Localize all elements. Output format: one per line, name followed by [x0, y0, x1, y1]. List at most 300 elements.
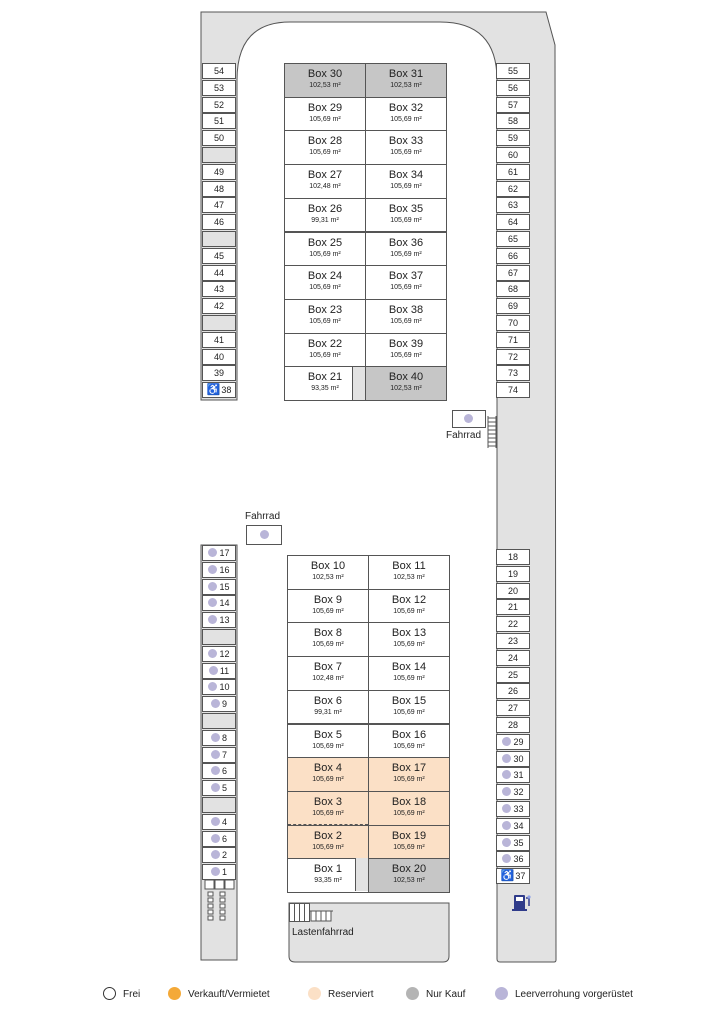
garage-box[interactable] — [287, 724, 369, 759]
garage-box[interactable] — [365, 164, 447, 199]
garage-box-name: Box 10 — [310, 560, 346, 572]
parking-stall-number: 6 — [221, 833, 227, 844]
parking-stall-number: 29 — [513, 736, 524, 747]
garage-box-name: Box 6 — [313, 694, 343, 707]
parking-stall — [496, 332, 530, 348]
garage-box-area: 105,69 m² — [312, 809, 344, 817]
garage-box-name: Box 39 — [388, 337, 424, 350]
garage-box[interactable] — [368, 858, 450, 893]
parking-stall — [202, 847, 236, 863]
parking-stall-number: 38 — [221, 385, 232, 396]
garage-box[interactable] — [365, 97, 447, 132]
box-1-side-strip — [355, 858, 368, 891]
parking-stall-number: 25 — [507, 669, 518, 680]
charging-dot-icon — [502, 770, 511, 779]
parking-stall-number: 16 — [219, 564, 230, 575]
parking-stall-number: 13 — [219, 615, 230, 626]
garage-box[interactable] — [368, 690, 450, 725]
garage-box-area: 105,69 m² — [309, 317, 341, 325]
garage-box[interactable] — [365, 265, 447, 300]
wheelchair-icon: ♿ — [206, 384, 221, 397]
parking-stall-number: 23 — [507, 636, 518, 646]
parking-stall-number: 18 — [507, 552, 518, 562]
charging-dot-icon — [260, 530, 269, 539]
parking-stall-number: 27 — [507, 703, 518, 714]
parking-stall-number: 33 — [513, 804, 524, 814]
parking-stall-number: 49 — [213, 166, 224, 177]
garage-box-area: 102,53 m² — [393, 574, 425, 581]
parking-stall — [496, 700, 530, 716]
parking-stall — [202, 349, 236, 365]
garage-box[interactable] — [368, 724, 450, 759]
garage-box-name: Box 31 — [388, 68, 424, 80]
garage-box[interactable] — [368, 589, 450, 624]
parking-stall — [496, 349, 530, 365]
charging-dot-icon — [502, 754, 511, 763]
garage-box[interactable] — [365, 63, 447, 98]
parking-stall-number: 71 — [507, 334, 518, 345]
parking-stall-number: 64 — [507, 217, 518, 228]
garage-box-area: 105,69 m² — [309, 149, 341, 157]
garage-box[interactable] — [368, 791, 450, 826]
parking-stall — [496, 315, 530, 331]
garage-box[interactable] — [287, 690, 369, 725]
parking-stall-empty — [202, 797, 236, 813]
garage-box-area: 105,69 m² — [312, 742, 344, 750]
garage-box-area: 105,69 m² — [393, 809, 425, 817]
garage-box-name: Box 4 — [313, 762, 343, 775]
parking-stall-number: 40 — [213, 351, 224, 362]
parking-stall — [496, 599, 530, 615]
parking-stall — [202, 248, 236, 264]
parking-stall-number: 55 — [507, 66, 518, 76]
parking-stall-number: 22 — [507, 619, 518, 630]
parking-stall-number: 9 — [221, 699, 227, 710]
parking-stall-number: 12 — [219, 648, 230, 659]
parking-stall-number: 42 — [213, 301, 224, 312]
parking-stall — [496, 616, 530, 632]
parking-stall-number: 58 — [507, 116, 518, 127]
parking-stall — [496, 265, 530, 281]
garage-box-name: Box 21 — [307, 371, 343, 384]
fahrrad-label-right: Fahrrad — [446, 430, 482, 441]
parking-stall-number: 62 — [507, 183, 518, 194]
garage-box-area: 102,53 m² — [390, 385, 422, 393]
parking-stall — [496, 181, 530, 197]
parking-stall-number: 20 — [507, 585, 518, 596]
parking-stall-number: 48 — [213, 183, 224, 194]
garage-box[interactable] — [368, 825, 450, 860]
parking-stall-number: 35 — [513, 837, 524, 848]
parking-stall-number: 15 — [219, 581, 230, 592]
garage-box-area: 105,69 m² — [390, 149, 422, 157]
garage-box[interactable] — [284, 198, 366, 233]
parking-stall-number: 60 — [507, 150, 518, 160]
garage-box-name: Box 19 — [391, 829, 427, 842]
parking-stall-empty — [202, 713, 236, 729]
parking-stall — [496, 583, 530, 599]
fahrrad-label-left: Fahrrad — [245, 511, 281, 522]
garage-box[interactable] — [287, 825, 369, 860]
parking-stall-number: 26 — [507, 686, 518, 697]
parking-stall — [202, 579, 236, 595]
parking-stall-number: 10 — [219, 682, 230, 693]
parking-stall-number: 11 — [219, 665, 230, 676]
parking-stall — [496, 751, 530, 767]
garage-box-area: 99,31 m² — [314, 708, 342, 716]
garage-box[interactable] — [284, 130, 366, 165]
charging-dot-icon — [211, 817, 220, 826]
parking-stall — [496, 97, 530, 113]
parking-stall-number: 46 — [213, 217, 224, 228]
garage-box-area: 105,69 m² — [393, 776, 425, 784]
parking-stall-number: 68 — [507, 284, 518, 295]
garage-box-name: Box 12 — [391, 593, 427, 606]
parking-stall-number: 37 — [515, 871, 526, 882]
box-21-side-strip — [352, 367, 365, 400]
parking-stall — [202, 780, 236, 796]
garage-box-area: 105,69 m² — [309, 284, 341, 292]
parking-stall-number: 31 — [513, 770, 524, 781]
garage-box[interactable] — [368, 622, 450, 657]
parking-stall — [496, 717, 530, 733]
garage-box-name: Box 22 — [307, 337, 343, 350]
garage-box[interactable] — [284, 232, 366, 267]
garage-box-name: Box 9 — [313, 593, 343, 606]
charging-dot-icon — [211, 766, 220, 775]
parking-stall — [496, 566, 530, 582]
parking-stall — [496, 248, 530, 264]
parking-stall-number: 66 — [507, 250, 518, 261]
garage-box[interactable] — [368, 656, 450, 691]
garage-box[interactable] — [287, 589, 369, 624]
parking-stall-number: 70 — [507, 318, 518, 328]
charging-dot-icon — [502, 821, 511, 830]
garage-box-name: Box 18 — [391, 795, 427, 808]
parking-stall-number: 73 — [507, 368, 518, 379]
garage-box[interactable] — [287, 656, 369, 691]
parking-stall — [202, 298, 236, 314]
parking-stall — [496, 633, 530, 649]
garage-box[interactable] — [368, 555, 450, 590]
garage-box[interactable] — [368, 757, 450, 792]
garage-box[interactable] — [365, 299, 447, 334]
parking-stall-number: 59 — [507, 133, 518, 144]
parking-stall — [496, 298, 530, 314]
garage-box-name: Box 40 — [388, 371, 424, 384]
parking-stall-number: 52 — [213, 99, 224, 110]
garage-box-name: Box 11 — [392, 560, 426, 572]
parking-stall — [202, 562, 236, 578]
parking-stall — [496, 767, 530, 783]
charging-dot-icon — [502, 787, 511, 796]
parking-stall-empty — [202, 629, 236, 645]
parking-stall — [202, 663, 236, 679]
parking-stall — [202, 181, 236, 197]
parking-stall-number: 50 — [213, 133, 224, 144]
garage-box[interactable] — [287, 791, 369, 826]
parking-stall-empty — [202, 315, 236, 331]
legend-item — [495, 987, 633, 1002]
cargo-bike-rack-icon — [289, 903, 339, 925]
parking-stall — [496, 549, 530, 565]
garage-box-name: Box 37 — [388, 270, 424, 283]
parking-stall — [496, 63, 530, 79]
garage-box-area: 99,31 m² — [311, 216, 339, 224]
lastenfahrrad-label: Lastenfahrrad — [292, 927, 354, 938]
parking-stall-number: 61 — [507, 166, 518, 177]
parking-stall — [496, 818, 530, 834]
charging-dot-icon — [502, 804, 511, 813]
garage-box[interactable] — [284, 299, 366, 334]
garage-box-name: Box 30 — [307, 68, 343, 80]
parking-stall — [202, 612, 236, 628]
parking-stall — [202, 332, 236, 348]
garage-box-area: 105,69 m² — [390, 216, 422, 224]
garage-box-area: 102,48 m² — [309, 183, 341, 191]
garage-box-area: 105,69 m² — [312, 843, 344, 851]
garage-box[interactable] — [365, 366, 447, 401]
parking-stall — [202, 763, 236, 779]
garage-box-area: 105,69 m² — [393, 607, 425, 615]
garage-box-area: 105,69 m² — [390, 317, 422, 325]
garage-box[interactable] — [284, 333, 366, 368]
parking-stall — [496, 784, 530, 800]
garage-box-name: Box 13 — [391, 627, 427, 640]
garage-box-area: 105,69 m² — [390, 250, 422, 258]
parking-stall — [202, 646, 236, 662]
parking-stall-number: 34 — [513, 820, 524, 831]
garage-box-area: 105,69 m² — [309, 351, 341, 359]
parking-stall — [496, 734, 530, 750]
garage-box-name: Box 34 — [388, 169, 424, 182]
charging-dot-icon — [211, 783, 220, 792]
garage-box[interactable] — [284, 265, 366, 300]
parking-stall — [202, 80, 236, 96]
garage-box-name: Box 38 — [388, 303, 424, 316]
charging-dot-icon — [502, 737, 511, 746]
parking-stall-number: 63 — [507, 200, 518, 211]
garage-box-area: 105,69 m² — [393, 708, 425, 716]
garage-box-area: 93,35 m² — [314, 877, 342, 885]
charging-dot-icon — [211, 850, 220, 859]
parking-stall-number: 69 — [507, 301, 518, 312]
parking-stall-number: 72 — [507, 351, 518, 362]
garage-box[interactable] — [365, 333, 447, 368]
charging-dot-icon — [211, 750, 220, 759]
charging-dot-icon — [502, 838, 511, 847]
parking-stall-number: 8 — [221, 732, 227, 743]
parking-stall-number: 39 — [213, 368, 224, 379]
parking-stall-number: 41 — [213, 334, 224, 345]
garage-box-name: Box 28 — [307, 135, 343, 148]
garage-box-name: Box 26 — [307, 202, 343, 215]
legend-swatch-icon — [406, 987, 419, 1000]
legend-label: Reserviert — [328, 989, 374, 1000]
parking-stall — [496, 231, 530, 247]
garage-box-name: Box 3 — [313, 795, 343, 808]
garage-box-area: 102,53 m² — [393, 877, 425, 885]
legend-swatch-icon — [103, 987, 116, 1000]
parking-stall-number: 36 — [513, 854, 524, 865]
parking-stall-number: 67 — [507, 267, 518, 278]
parking-stall-number: 57 — [507, 99, 518, 110]
garage-box-area: 105,69 m² — [390, 115, 422, 123]
legend-swatch-icon — [308, 987, 321, 1000]
charging-dot-icon — [502, 854, 511, 863]
charging-dot-icon — [211, 733, 220, 742]
parking-stall — [202, 814, 236, 830]
parking-stall-number: 54 — [213, 66, 224, 76]
garage-box-name: Box 25 — [307, 236, 343, 249]
charging-dot-icon — [208, 548, 217, 557]
parking-stall-number: 44 — [213, 267, 224, 278]
wheelchair-icon: ♿ — [500, 870, 515, 883]
legend-label: Frei — [123, 989, 141, 1000]
parking-stall-number: 1 — [221, 867, 227, 878]
garage-box-area: 93,35 m² — [311, 385, 339, 393]
parking-stall-empty — [202, 147, 236, 163]
parking-stall-number: 43 — [213, 284, 224, 295]
garage-box-name: Box 27 — [307, 169, 343, 182]
bike-stand-right — [452, 410, 486, 428]
parking-stall-number: 56 — [507, 82, 518, 93]
garage-box-name: Box 35 — [388, 202, 424, 215]
parking-stall — [202, 113, 236, 129]
bike-rack-bottom-left-icon — [203, 878, 237, 928]
garage-box-name: Box 20 — [391, 863, 427, 876]
garage-box-area: 105,69 m² — [390, 183, 422, 191]
parking-stall — [202, 679, 236, 695]
garage-box[interactable] — [284, 63, 366, 98]
box-divider-dashed — [288, 824, 368, 825]
garage-box-area: 105,69 m² — [393, 843, 425, 851]
garage-box[interactable] — [284, 164, 366, 199]
parking-stall — [496, 130, 530, 146]
parking-stall — [496, 147, 530, 163]
garage-box-area: 105,69 m² — [390, 351, 422, 359]
garage-box-area: 105,69 m² — [309, 115, 341, 123]
parking-stall-number: 6 — [221, 766, 227, 777]
garage-box[interactable] — [287, 555, 369, 590]
parking-stall — [496, 851, 530, 867]
parking-stall-number: 47 — [213, 200, 224, 211]
charging-dot-icon — [208, 565, 217, 574]
parking-stall — [496, 382, 530, 398]
garage-box-name: Box 14 — [391, 661, 427, 674]
legend-label: Nur Kauf — [426, 989, 466, 1000]
parking-stall — [202, 747, 236, 763]
charging-dot-icon — [211, 699, 220, 708]
garage-box-name: Box 15 — [391, 694, 427, 707]
garage-box-name: Box 32 — [388, 101, 424, 114]
legend-item — [103, 987, 140, 1002]
parking-stall-number: 19 — [507, 568, 518, 579]
parking-stall — [496, 365, 530, 381]
garage-box-name: Box 2 — [313, 829, 343, 842]
legend-label: Verkauft/Vermietet — [188, 989, 270, 1000]
parking-stall-number: 14 — [219, 598, 230, 609]
parking-stall-number: 53 — [213, 82, 224, 93]
parking-stall-number: 30 — [513, 753, 524, 764]
parking-stall-number: 2 — [221, 850, 227, 861]
bike-rack-icon — [487, 416, 497, 450]
garage-box-name: Box 16 — [391, 728, 427, 741]
garage-box-name: Box 23 — [307, 303, 343, 316]
legend-label: Leerverrohung vorgerüstet — [515, 989, 633, 1000]
parking-stall-number: 28 — [507, 720, 518, 730]
bike-stand-left — [246, 525, 282, 545]
parking-stall — [496, 281, 530, 297]
legend-item — [308, 987, 374, 1002]
parking-stall — [202, 197, 236, 213]
parking-stall — [202, 595, 236, 611]
parking-stall-number: 17 — [219, 548, 230, 558]
parking-stall — [496, 801, 530, 817]
garage-box-area: 105,69 m² — [312, 607, 344, 615]
garage-box[interactable] — [287, 757, 369, 792]
parking-stall — [202, 63, 236, 79]
charging-dot-icon — [211, 834, 220, 843]
parking-stall — [496, 164, 530, 180]
garage-box-name: Box 8 — [313, 627, 343, 640]
parking-stall-number: 24 — [507, 652, 518, 663]
charging-dot-icon — [208, 615, 217, 624]
garage-box[interactable] — [365, 130, 447, 165]
garage-box-area: 105,69 m² — [312, 641, 344, 649]
parking-stall-number: 32 — [513, 787, 524, 798]
parking-stall-number: 5 — [221, 783, 227, 794]
parking-stall — [202, 545, 236, 561]
parking-stall — [202, 696, 236, 712]
parking-stall — [496, 868, 530, 884]
parking-stall — [496, 683, 530, 699]
garage-box[interactable] — [365, 232, 447, 267]
garage-box[interactable] — [287, 622, 369, 657]
parking-stall-number: 51 — [213, 116, 224, 127]
parking-stall — [202, 365, 236, 381]
charging-dot-icon — [464, 414, 473, 423]
garage-box-name: Box 5 — [313, 728, 343, 741]
parking-stall-empty — [202, 231, 236, 247]
garage-box-name: Box 36 — [388, 236, 424, 249]
garage-box-area: 105,69 m² — [309, 250, 341, 258]
garage-box-area: 105,69 m² — [393, 742, 425, 750]
parking-stall — [496, 197, 530, 213]
garage-box-area: 102,48 m² — [312, 675, 344, 683]
garage-box[interactable] — [284, 97, 366, 132]
garage-box-name: Box 17 — [391, 762, 427, 775]
parking-stall — [202, 382, 236, 398]
charging-dot-icon — [208, 582, 217, 591]
garage-box-area: 105,69 m² — [393, 641, 425, 649]
garage-box-area: 105,69 m² — [312, 776, 344, 784]
parking-stall — [202, 130, 236, 146]
ev-charger-icon — [512, 893, 532, 913]
parking-stall — [202, 730, 236, 746]
legend-item — [168, 987, 270, 1002]
garage-box-name: Box 7 — [313, 661, 343, 674]
legend-item — [406, 987, 465, 1002]
garage-box-area: 102,53 m² — [390, 82, 422, 89]
parking-stall — [496, 667, 530, 683]
garage-box[interactable] — [365, 198, 447, 233]
parking-stall — [202, 265, 236, 281]
parking-stall — [496, 650, 530, 666]
garage-box-name: Box 1 — [313, 863, 343, 876]
garage-box-area: 105,69 m² — [393, 675, 425, 683]
parking-stall-number: 21 — [507, 602, 518, 613]
